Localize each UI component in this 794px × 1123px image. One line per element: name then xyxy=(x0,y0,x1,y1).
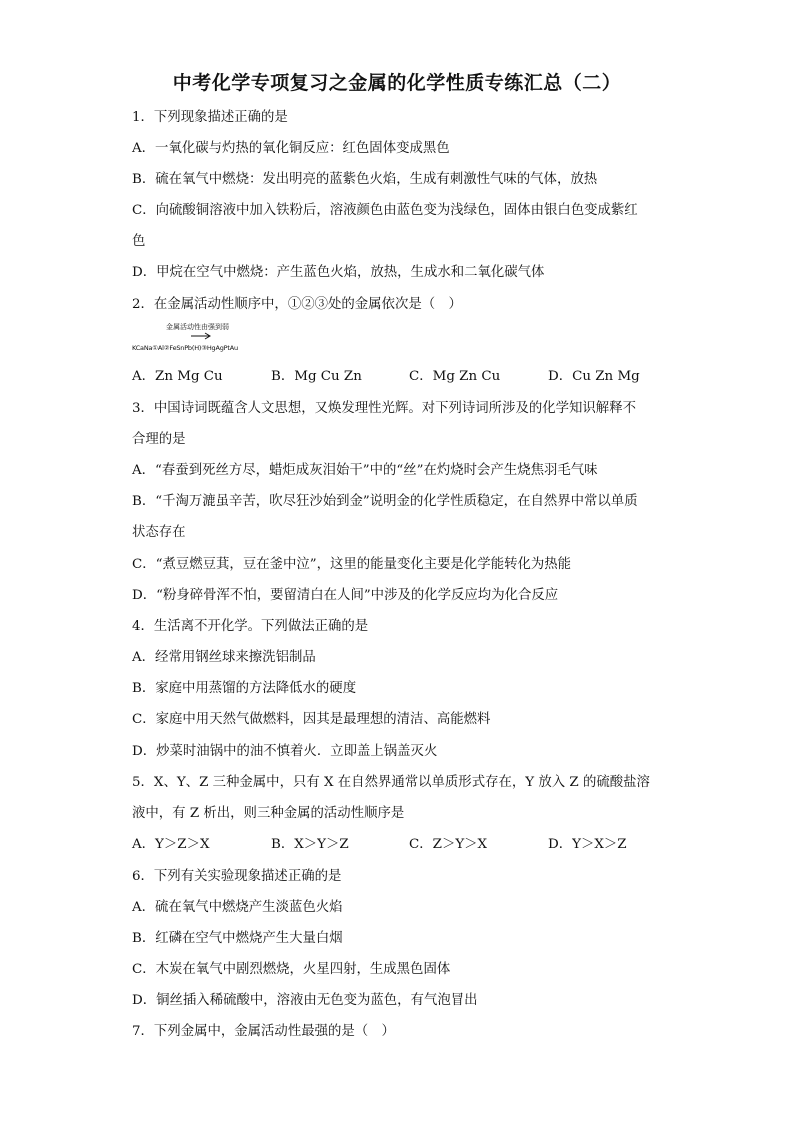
q4-option-d: D．炒菜时油锅中的油不慎着火．立即盖上锅盖灭火 xyxy=(132,744,438,759)
q6-option-a: A．硫在氧气中燃烧产生淡蓝色火焰 xyxy=(132,900,343,915)
q5-stem: 5．X、Y、Z 三种金属中，只有 X 在自然界通常以单质形式存在，Y 放入 Z 的硫酸盐溶 xyxy=(132,775,650,790)
q1-option-b: B．硫在氧气中燃烧：发出明亮的蓝紫色火焰，生成有刺激性气味的气体，放热 xyxy=(132,172,598,187)
q3-option-a: A．“春蚕到死丝方尽，蜡炬成灰泪始干”中的“丝”在灼烧时会产生烧焦羽毛气味 xyxy=(132,463,598,478)
q5-option-a: A．Y＞Z＞X xyxy=(132,837,210,852)
diagram-metal-series: KCaNa①Al②FeSnPb(H)③HgAgPtAu xyxy=(132,344,238,352)
q5-option-b: B．X＞Y＞Z xyxy=(271,837,349,852)
q5-option-c: C．Z＞Y＞X xyxy=(409,837,488,852)
q3-option-b: B．“千淘万漉虽辛苦，吹尽狂沙始到金”说明金的化学性质稳定，在自然界中常以单质 xyxy=(132,494,638,509)
q4-option-b: B．家庭中用蒸馏的方法降低水的硬度 xyxy=(132,681,357,696)
q5-option-d: D．Y＞X＞Z xyxy=(548,837,627,852)
q3-stem-continued: 合理的是 xyxy=(132,432,186,447)
q1-option-c: C．向硫酸铜溶液中加入铁粉后，溶液颜色由蓝色变为浅绿色，固体由银白色变成紫红 xyxy=(132,203,638,218)
q4-option-a: A．经常用钢丝球来擦洗铝制品 xyxy=(132,650,316,665)
page-title: 中考化学专项复习之金属的化学性质专练汇总（二） xyxy=(172,72,622,94)
diagram-caption: 金属活动性由强到弱 xyxy=(166,323,229,331)
q2-option-a: A．Zn Mg Cu xyxy=(132,369,223,384)
q5-stem-continued: 液中，有 Z 析出，则三种金属的活动性顺序是 xyxy=(132,806,405,821)
q2-option-b: B．Mg Cu Zn xyxy=(271,369,362,384)
q3-stem: 3．中国诗词既蕴含人文思想，又焕发理性光辉。对下列诗词所涉及的化学知识解释不 xyxy=(132,401,636,416)
q3-option-c: C．“煮豆燃豆萁，豆在釜中泣”，这里的能量变化主要是化学能转化为热能 xyxy=(132,557,572,572)
q2-option-c: C．Mg Zn Cu xyxy=(409,369,501,384)
activity-series-diagram xyxy=(132,322,302,358)
q1-option-c-continued: 色 xyxy=(132,234,146,249)
q3-option-b-continued: 状态存在 xyxy=(132,525,186,540)
q1-option-a: A．一氧化碳与灼热的氧化铜反应：红色固体变成黑色 xyxy=(132,141,450,156)
q1-stem: 1．下列现象描述正确的是 xyxy=(132,110,288,125)
q3-option-d: D．“粉身碎骨浑不怕，要留清白在人间”中涉及的化学反应均为化合反应 xyxy=(132,588,559,603)
q7-stem: 7．下列金属中，金属活动性最强的是（ ） xyxy=(132,1024,395,1039)
q6-option-c: C．木炭在氧气中剧烈燃烧，火星四射，生成黑色固体 xyxy=(132,962,451,977)
q6-option-b: B．红磷在空气中燃烧产生大量白烟 xyxy=(132,931,343,946)
q6-stem: 6．下列有关实验现象描述正确的是 xyxy=(132,869,342,884)
q1-option-d: D．甲烷在空气中燃烧：产生蓝色火焰，放热，生成水和二氧化碳气体 xyxy=(132,265,545,280)
q2-stem: 2．在金属活动性顺序中，①②③处的金属依次是（ ） xyxy=(132,297,462,312)
q4-stem: 4．生活离不开化学。下列做法正确的是 xyxy=(132,619,369,634)
q6-option-d: D．铜丝插入稀硫酸中，溶液由无色变为蓝色，有气泡冒出 xyxy=(132,993,478,1008)
q4-option-c: C．家庭中用天然气做燃料，因其是最理想的清洁、高能燃料 xyxy=(132,712,491,727)
right-arrow-icon xyxy=(190,331,212,341)
q2-option-d: D．Cu Zn Mg xyxy=(548,369,640,384)
